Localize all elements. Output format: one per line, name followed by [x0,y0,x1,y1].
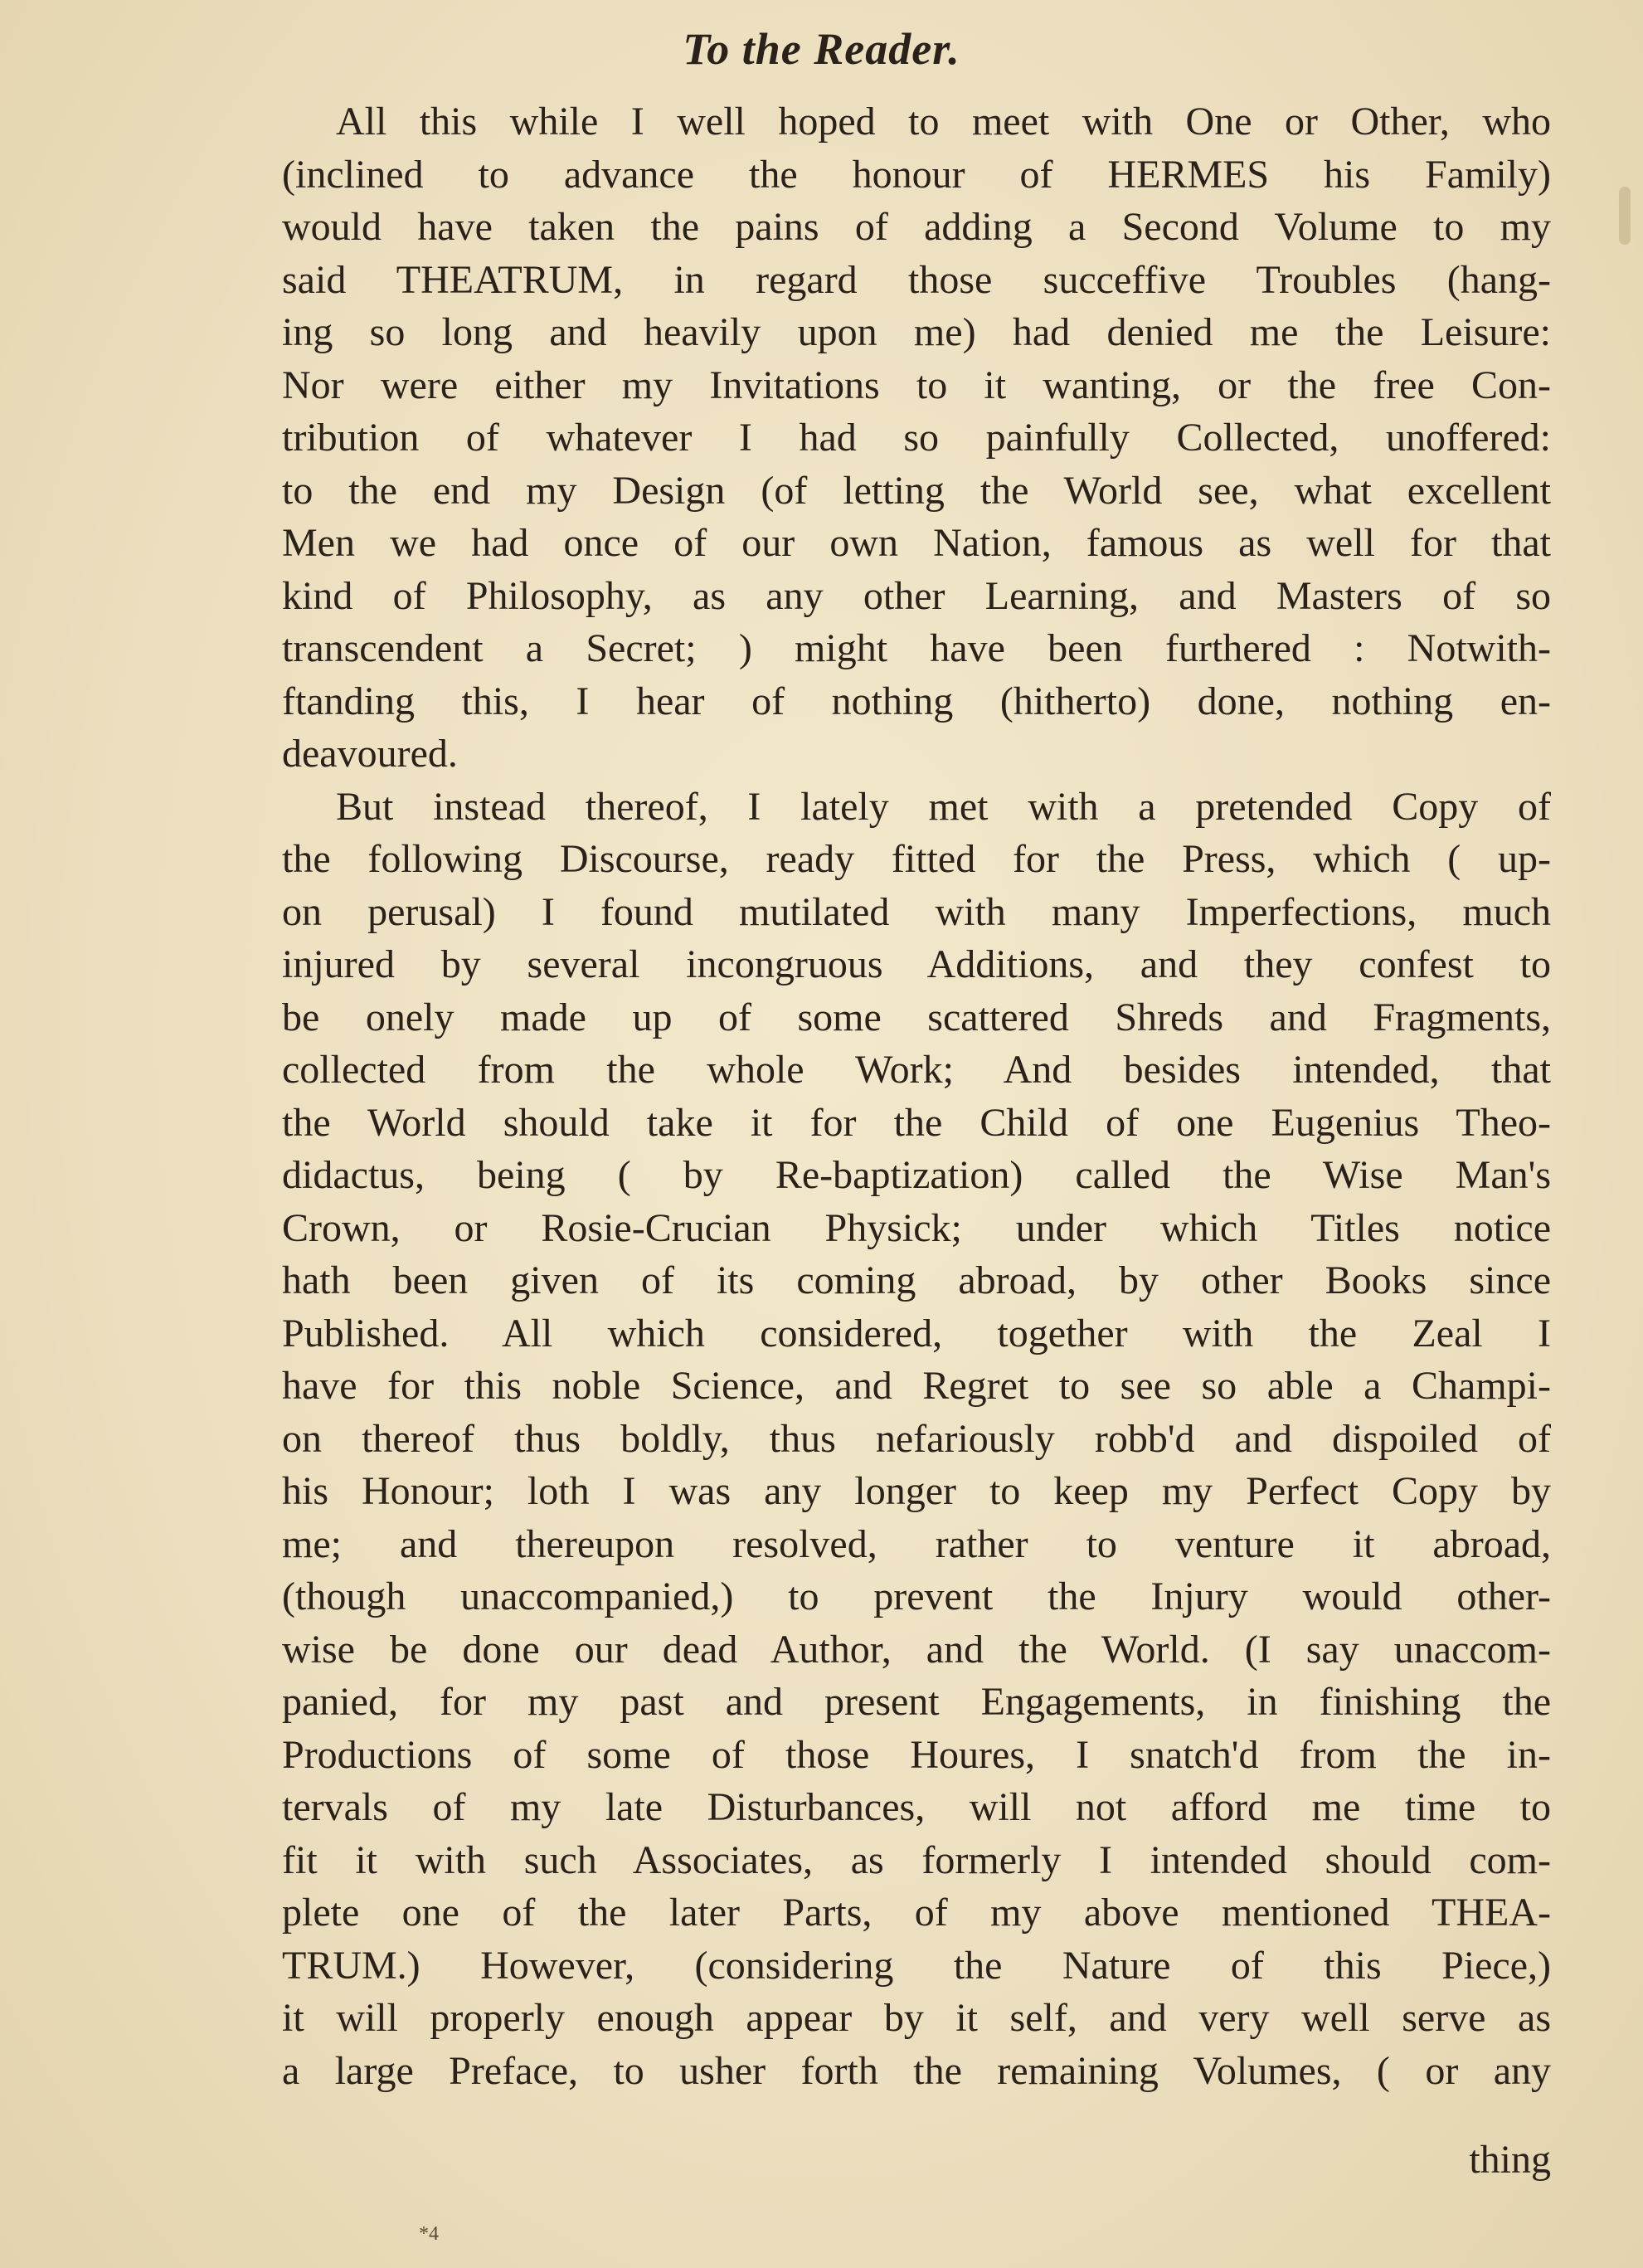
text-line: injured by several incongruous Additions, and they confest to [282,942,1551,986]
text-line: me; and thereupon resolved, rather to venture it abroad, [282,1521,1551,1566]
text-line: panied, for my past and present Engagements, in finishing the [282,1680,1551,1724]
text-line: a large Preface, to usher forth the remaining Volumes, ( or any [282,2048,1551,2093]
text-line: Published. All which considered, together with the Zeal I [282,1311,1551,1355]
text-line: kind of Philosophy, as any other Learning, and Masters of so [282,573,1551,618]
text-line: deavoured. [282,732,458,776]
text-line: Men we had once of our own Nation, famous as well for that [282,521,1551,565]
text-line: fit it with such Associates, as formerly I intended should com- [282,1837,1551,1882]
text-line: TRUM.) However, (considering the Nature of this Piece,) [282,1943,1551,1988]
text-line: ing so long and heavily upon me) had denied me the Leisure: [282,310,1551,354]
page-heading: To the Reader. [683,24,960,74]
text-line: (though unaccompanied,) to prevent the Injury would other- [282,1574,1551,1618]
text-line: it will properly enough appear by it self, and very well serve as [282,1996,1551,2040]
text-line: But instead thereof, I lately met with a pretended Copy of [336,784,1551,829]
text-line: ftanding this, I hear of nothing (hitherto) done, nothing en- [282,679,1551,723]
text-line: hath been given of its coming abroad, by other Books since [282,1258,1551,1302]
text-line: the World should take it for the Child of one Eugenius Theo- [282,1100,1551,1145]
page-edge-stain [1619,187,1631,245]
text-line: plete one of the later Parts, of my above mentioned THEA- [282,1891,1551,1935]
text-line: to the end my Design (of letting the World see, what excellent [282,468,1551,513]
text-line: collected from the whole Work; And besides intended, that [282,1048,1551,1092]
text-line: Crown, or Rosie-Crucian Physick; under which Titles notice [282,1205,1551,1250]
text-line: be onely made up of some scattered Shreds and Fragments, [282,995,1551,1039]
paragraph-1 [282,95,1551,781]
text-line: would have taken the pains of adding a Second Volume to my [282,205,1551,249]
text-line: have for this noble Science, and Regret to see so able a Champi- [282,1364,1551,1408]
text-line: All this while I well hoped to meet with One or Other, who [336,100,1551,144]
catchword: thing [1469,2138,1551,2182]
margin-bleedthrough: ​ [36,801,38,844]
text-line: wise be done our dead Author, and the World. (I say unaccom- [282,1627,1551,1672]
page-body [282,95,1551,2097]
text-line: transcendent a Secret; ) might have been furthered : Notwith- [282,626,1551,670]
text-line: his Honour; loth I was any longer to keep my Perfect Copy by [282,1469,1551,1513]
paragraph-2 [282,781,1551,2098]
text-line: on thereof thus boldly, thus nefariously robb'd and dispoiled of [282,1416,1551,1461]
text-line: (inclined to advance the honour of HERMES his Family) [282,152,1551,197]
text-line: said THEATRUM, in regard those succeffive Troubles (hang- [282,257,1551,302]
text-line: tribution of whatever I had so painfully Collected, unoffered: [282,416,1551,460]
text-line: on perusal) I found mutilated with many Imperfections, much [282,889,1551,934]
text-line: tervals of my late Disturbances, will not afford me time to [282,1785,1551,1829]
text-line: Nor were either my Invitations to it wanting, or the free Con- [282,363,1551,407]
text-line: didactus, being ( by Re-baptization) called the Wise Man's [282,1153,1551,1197]
text-line: the following Discourse, ready fitted for the Press, which ( up- [282,837,1551,881]
text-line: Productions of some of those Houres, I snatch'd from the in- [282,1732,1551,1777]
signature-mark: *4 [419,2223,439,2245]
